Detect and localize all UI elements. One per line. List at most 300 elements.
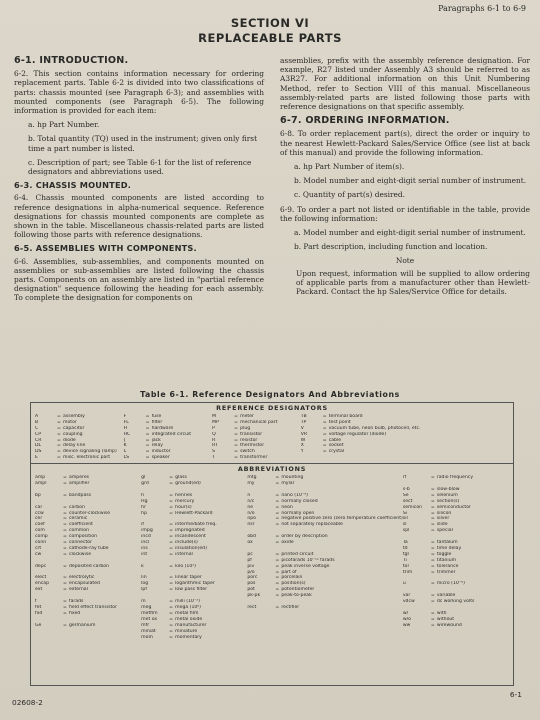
ab-equals: = bbox=[63, 534, 67, 540]
ab-description: deposited carbon bbox=[69, 563, 110, 569]
ab-code: var bbox=[402, 593, 411, 599]
rd-code: V bbox=[300, 425, 304, 431]
ab-equals: = bbox=[275, 540, 280, 546]
ab-equals: = bbox=[275, 581, 280, 587]
rd-description: plug bbox=[240, 425, 251, 431]
ab-description: ceramic bbox=[69, 516, 88, 522]
rd-equals: = bbox=[145, 413, 150, 419]
rd-equals: = bbox=[57, 437, 61, 443]
rd-description: transformer bbox=[240, 455, 268, 461]
ab-code: sl bbox=[402, 522, 407, 528]
ab-equals: = bbox=[169, 634, 174, 640]
item-b: b. Total quantity (TQ) used in the instrument; given only first time a part number is listed. bbox=[28, 134, 258, 153]
ab-equals: = bbox=[169, 575, 174, 581]
left-column bbox=[14, 56, 264, 308]
ab-code: com bbox=[35, 528, 45, 534]
ab-code: log bbox=[141, 581, 149, 587]
rd-code: C bbox=[35, 425, 39, 431]
rd-description: vacuum tube, neon bulb, photocell, etc. bbox=[328, 425, 421, 431]
rd-equals: = bbox=[322, 449, 327, 455]
ab-code: ins bbox=[141, 545, 148, 551]
ab-code: fet bbox=[35, 605, 42, 610]
ab-equals: = bbox=[63, 516, 67, 522]
rd-description: filter bbox=[151, 419, 163, 425]
rd-description: crystal bbox=[328, 449, 345, 455]
item-c: c. Description of part; see Table 6-1 for the list of reference designators and abbreviations used. bbox=[28, 157, 252, 177]
rd-equals: = bbox=[57, 449, 61, 455]
footer-page-number: 6-1 bbox=[509, 690, 522, 699]
rd-code: P bbox=[212, 425, 215, 431]
ab-code: mtg bbox=[247, 475, 257, 481]
rd-equals: = bbox=[322, 437, 327, 443]
ab-description: milli (10⁻³) bbox=[175, 599, 200, 605]
ab-description: tolerance bbox=[436, 563, 459, 569]
ab-equals: = bbox=[63, 510, 67, 516]
ab-equals: = bbox=[169, 480, 174, 486]
rd-code: DL bbox=[35, 443, 42, 449]
ab-description: ground(ed) bbox=[175, 480, 201, 486]
rd-description: meter bbox=[240, 413, 254, 419]
rd-description: speaker bbox=[151, 455, 170, 461]
ab-equals: = bbox=[275, 498, 280, 504]
ab-code: w/ bbox=[402, 610, 409, 616]
ab-code: td bbox=[402, 545, 408, 551]
ab-description: internal bbox=[175, 551, 193, 557]
rd-description: assembly bbox=[63, 413, 85, 419]
ab-code: p/o bbox=[247, 569, 255, 575]
ab-equals: = bbox=[169, 616, 174, 622]
rd-equals: = bbox=[57, 431, 61, 437]
note-text: Upon request, information will be supplied to allow ordering of applicable parts from a manufacturer other than Hewlett-Packard. Contact the hp Sales/Service Office for details. bbox=[296, 268, 530, 297]
ab-equals: = bbox=[275, 534, 280, 540]
rd-equals: = bbox=[145, 431, 150, 437]
ab-column bbox=[247, 475, 403, 640]
rd-entry bbox=[35, 455, 124, 461]
ab-equals: = bbox=[63, 551, 67, 557]
ab-description: low pass filter bbox=[175, 587, 208, 593]
ab-code: conn bbox=[35, 540, 47, 546]
ab-equals: = bbox=[63, 545, 67, 551]
ab-code: incd bbox=[141, 534, 151, 540]
ab-description: kilo (10³) bbox=[175, 563, 196, 569]
rd-code: B bbox=[35, 419, 39, 425]
ab-equals: = bbox=[430, 510, 435, 516]
rd-code: A bbox=[35, 413, 39, 419]
ab-description: bandpass bbox=[69, 492, 92, 498]
ab-description: normally closed bbox=[281, 498, 318, 504]
ab-description: common bbox=[69, 528, 90, 534]
ab-code: grd bbox=[141, 480, 149, 486]
ab-equals: = bbox=[169, 534, 174, 540]
ab-equals: = bbox=[430, 616, 435, 622]
ab-equals: = bbox=[169, 498, 174, 504]
rd-entry bbox=[124, 455, 213, 461]
ab-grid bbox=[31, 475, 513, 640]
ab-code: if bbox=[141, 522, 145, 528]
rd-description: delay line bbox=[63, 443, 86, 449]
ab-code: ext bbox=[35, 587, 43, 593]
ab-description: titanium bbox=[436, 557, 457, 563]
ab-equals: = bbox=[430, 563, 435, 569]
running-head: Paragraphs 6-1 to 6-9 bbox=[438, 4, 526, 13]
rd-equals: = bbox=[57, 455, 61, 461]
rd-code: X bbox=[300, 443, 304, 449]
ab-description: carbon bbox=[69, 504, 85, 510]
ab-code: Ge bbox=[35, 622, 42, 628]
rd-description: capacitor bbox=[63, 425, 85, 431]
rd-equals: = bbox=[322, 425, 327, 431]
ab-equals: = bbox=[63, 587, 67, 593]
ab-description: tantalum bbox=[436, 540, 458, 546]
ab-equals: = bbox=[63, 475, 67, 481]
ab-code: cw bbox=[35, 551, 42, 557]
heading-chassis-mounted: 6-3. CHASSIS MOUNTED. bbox=[14, 180, 132, 191]
ab-equals: = bbox=[430, 593, 435, 599]
ab-description: peak-to-peak bbox=[281, 593, 312, 599]
ab-description: counter-clockwise bbox=[69, 510, 111, 516]
ab-equals: = bbox=[63, 610, 67, 616]
ab-equals: = bbox=[275, 516, 280, 522]
rd-code: F bbox=[123, 413, 127, 419]
ab-equals: = bbox=[63, 540, 67, 546]
table-title: Table 6-1. Reference Designators And Abbreviations bbox=[140, 390, 400, 399]
rd-description: resistor bbox=[240, 437, 258, 443]
ab-description: mounting bbox=[281, 475, 304, 481]
ab-description: momentary bbox=[175, 634, 202, 640]
ab-code: bp bbox=[35, 492, 41, 498]
ab-code: n bbox=[247, 492, 251, 498]
ab-description: connector bbox=[69, 540, 93, 546]
ab-description: picofarads 10⁻¹² farads bbox=[281, 557, 335, 563]
rd-description: diode bbox=[63, 437, 76, 443]
rd-equals: = bbox=[322, 431, 327, 437]
ab-description: silicon bbox=[436, 510, 452, 516]
paragraph-6-6: 6-6. Assemblies, sub-assemblies, and components mounted on assemblies or sub-assemblies are listed following the chassis parts. Components on an assembly are listed in "partial reference designation" sequence following the heading for each assembly. To complete the designation for components on bbox=[14, 256, 264, 303]
ab-column bbox=[403, 475, 509, 640]
ab-code: pc bbox=[247, 551, 253, 557]
ab-description: hour(s) bbox=[175, 504, 192, 510]
ab-equals: = bbox=[430, 569, 435, 575]
rd-equals: = bbox=[57, 443, 61, 449]
ab-code: ampl bbox=[35, 480, 47, 486]
rd-code: HC bbox=[123, 431, 131, 437]
rd-equals: = bbox=[322, 419, 327, 425]
rd-column bbox=[35, 414, 124, 461]
paragraph-6-9: 6-9. To order a part not listed or identifiable in the table, provide the following information: bbox=[280, 204, 530, 223]
ab-code: f bbox=[35, 599, 37, 605]
ab-equals: = bbox=[169, 522, 174, 528]
ab-description: semiconductor bbox=[436, 504, 471, 510]
ab-description: miniature bbox=[175, 628, 198, 634]
ab-code: lin bbox=[141, 575, 147, 581]
rd-description: mechanical part bbox=[240, 419, 278, 425]
heading-introduction: 6-1. INTRODUCTION. bbox=[14, 55, 129, 66]
ab-code: int bbox=[141, 551, 148, 557]
ab-description: order by description bbox=[281, 534, 328, 540]
rd-description: device signaling (lamp) bbox=[63, 449, 117, 455]
ab-code: lpf bbox=[141, 587, 147, 593]
ab-code: n/c bbox=[247, 498, 255, 504]
ab-description: trimmer bbox=[436, 569, 456, 575]
section-title: SECTION VI bbox=[230, 16, 310, 30]
rd-code: J bbox=[123, 437, 125, 443]
ab-equals: = bbox=[169, 540, 174, 546]
ab-description: radio frequency bbox=[436, 475, 474, 481]
ab-code: pos bbox=[247, 581, 256, 587]
rd-code: Q bbox=[212, 431, 216, 437]
rd-code: E bbox=[35, 455, 38, 461]
ab-description: selenium bbox=[436, 492, 458, 498]
ab-equals: = bbox=[275, 557, 280, 563]
ab-code: nsr bbox=[247, 522, 255, 528]
ab-equals: = bbox=[430, 551, 435, 557]
rd-description: motor bbox=[63, 419, 77, 425]
ab-equals: = bbox=[275, 605, 280, 610]
note-heading: Note bbox=[395, 256, 415, 266]
ab-equals: = bbox=[63, 504, 67, 510]
ab-description: clockwise bbox=[69, 551, 92, 557]
rd-equals: = bbox=[234, 425, 238, 431]
ab-code: metflm bbox=[141, 610, 158, 616]
rd-description: thermistor bbox=[240, 443, 265, 449]
ab-code: npo bbox=[247, 516, 256, 522]
ab-equals: = bbox=[169, 599, 174, 605]
ab-description: manufacturer bbox=[175, 622, 207, 628]
ab-equals: = bbox=[275, 593, 280, 599]
ab-equals: = bbox=[430, 540, 435, 546]
ab-code: meg bbox=[141, 605, 152, 610]
ab-equals: = bbox=[63, 599, 67, 605]
rd-equals: = bbox=[234, 455, 238, 461]
order-item-b2: b. Part description, including function and location. bbox=[294, 242, 488, 252]
ab-equals: = bbox=[275, 587, 280, 593]
ab-description: logarithmic taper bbox=[175, 581, 215, 587]
ab-code: hr bbox=[141, 504, 146, 510]
rd-code: DS bbox=[35, 449, 42, 455]
ab-column bbox=[35, 475, 141, 640]
ab-equals: = bbox=[169, 587, 174, 593]
heading-ordering: 6-7. ORDERING INFORMATION. bbox=[280, 115, 450, 127]
ab-description: amplifier bbox=[69, 480, 90, 486]
ab-description: variable bbox=[436, 593, 456, 599]
rd-code: H bbox=[123, 425, 128, 431]
ab-code: encap bbox=[35, 581, 49, 587]
ab-code: u bbox=[402, 581, 406, 587]
ab-equals: = bbox=[169, 563, 174, 569]
ab-entry bbox=[141, 635, 247, 641]
rd-code: TP bbox=[300, 419, 307, 425]
rd-description: test point bbox=[328, 419, 351, 425]
rd-code: S bbox=[212, 449, 216, 455]
ab-description: external bbox=[69, 587, 88, 593]
ab-description: coefficient bbox=[69, 522, 93, 528]
ab-column bbox=[141, 475, 247, 640]
ab-heading: ABBREVIATIONS bbox=[237, 465, 307, 474]
heading-assemblies: 6-5. ASSEMBLIES WITH COMPONENTS. bbox=[14, 243, 197, 254]
rd-equals: = bbox=[322, 443, 327, 449]
rd-description: cable bbox=[328, 437, 342, 443]
paragraph-6-2: 6-2. This section contains information necessary for ordering replacement parts. Table 6-2 is divided into two classifications of parts: chassis mounted (see Paragraph 6-3); and assemblies with mounted components (see Paragraph 6-5). The following information is provided for each item: bbox=[14, 69, 264, 116]
ab-description: metal film bbox=[175, 610, 199, 616]
ab-code: porc bbox=[247, 575, 258, 581]
ab-code: tol bbox=[402, 563, 409, 569]
ab-equals: = bbox=[430, 622, 435, 628]
rd-description: relay bbox=[151, 443, 163, 449]
ab-code: tgl bbox=[402, 551, 409, 557]
ab-code: cer bbox=[35, 516, 43, 522]
ab-description: normally open bbox=[281, 510, 315, 516]
ab-code: ox bbox=[247, 540, 253, 546]
ab-description: electrolytic bbox=[69, 575, 95, 581]
order-item-c: c. Quantity of part(s) desired. bbox=[294, 190, 405, 200]
ab-description: special bbox=[436, 528, 453, 534]
ab-description: encapsulated bbox=[69, 581, 100, 587]
ab-description: rectifier bbox=[281, 605, 300, 610]
ab-description: cathode-ray tube bbox=[69, 545, 109, 551]
ab-code: hp bbox=[141, 510, 147, 516]
ab-code: w/o bbox=[402, 616, 411, 622]
ab-code: ccw bbox=[35, 510, 44, 516]
rd-code: MP bbox=[212, 419, 219, 425]
ab-code: k bbox=[141, 563, 144, 569]
ab-code: impg bbox=[141, 528, 153, 534]
ab-description: linear taper bbox=[175, 575, 202, 581]
ab-code: gl bbox=[141, 475, 146, 481]
ab-code: my bbox=[247, 480, 255, 486]
ab-entry bbox=[35, 623, 141, 629]
ab-description: part of bbox=[281, 569, 297, 575]
rd-equals: = bbox=[145, 455, 150, 461]
ab-equals: = bbox=[275, 504, 280, 510]
ab-code: crt bbox=[35, 545, 42, 551]
ab-equals: = bbox=[275, 480, 280, 486]
ab-code: mfr bbox=[141, 622, 150, 628]
ab-description: mercury bbox=[175, 498, 195, 504]
ab-equals: = bbox=[169, 610, 174, 616]
ab-code: pf bbox=[247, 557, 252, 563]
rd-description: integrated circuit bbox=[151, 431, 192, 437]
rd-description: terminal board bbox=[328, 413, 363, 419]
ab-description: toggle bbox=[436, 551, 452, 557]
ab-description: micro (10⁻⁶) bbox=[436, 581, 465, 587]
ab-equals: = bbox=[63, 605, 67, 610]
ab-code: Si bbox=[402, 510, 408, 516]
rd-equals: = bbox=[145, 443, 150, 449]
rd-equals: = bbox=[234, 437, 238, 443]
ab-equals: = bbox=[169, 545, 174, 551]
ab-description: without bbox=[436, 616, 455, 622]
ab-code: elect bbox=[35, 575, 47, 581]
ab-code: sil bbox=[402, 516, 408, 522]
paragraph-6-6-cont: assemblies, prefix with the assembly reference designation. For example, R27 listed under Assembly A3 should be referred to as A3R27. For additional information on this Unit Numbering Method, refer to Section VIII of this manual. Miscellaneous assembly-related parts are listed following those parts with reference designations on that specific assembly. bbox=[280, 56, 530, 112]
ab-description: silver bbox=[436, 516, 450, 522]
ab-equals: = bbox=[63, 575, 67, 581]
ab-equals: = bbox=[63, 480, 67, 486]
ab-code: Ti bbox=[402, 557, 407, 563]
rd-description: socket bbox=[328, 443, 344, 449]
rd-description: switch bbox=[240, 449, 255, 455]
ab-equals: = bbox=[275, 522, 280, 528]
ab-description: impregnated bbox=[175, 528, 205, 534]
ab-code: Se bbox=[402, 492, 409, 498]
ab-equals: = bbox=[169, 528, 174, 534]
ab-equals: = bbox=[63, 622, 67, 628]
rd-equals: = bbox=[234, 443, 238, 449]
rd-equals: = bbox=[145, 437, 150, 443]
ab-equals: = bbox=[169, 605, 174, 610]
ab-equals: = bbox=[275, 492, 280, 498]
ab-description: slide bbox=[436, 522, 448, 528]
ab-description: farads bbox=[69, 599, 84, 605]
item-a: a. hp Part Number. bbox=[28, 120, 100, 130]
rd-code: T bbox=[212, 455, 215, 461]
ab-equals: = bbox=[275, 551, 280, 557]
ab-equals: = bbox=[430, 581, 435, 587]
rd-equals: = bbox=[145, 425, 150, 431]
rd-equals: = bbox=[57, 419, 61, 425]
footer-part-number: 02608-2 bbox=[12, 698, 43, 707]
rd-code: W bbox=[300, 437, 306, 443]
ab-equals: = bbox=[169, 622, 174, 628]
ab-code: pot bbox=[247, 587, 255, 593]
ab-description: mylar bbox=[281, 480, 295, 486]
rd-code: FL bbox=[123, 419, 129, 425]
ab-code: fxd bbox=[35, 610, 43, 616]
section-subtitle: REPLACEABLE PARTS bbox=[198, 31, 342, 45]
ab-equals: = bbox=[275, 575, 280, 581]
ab-code: m bbox=[141, 599, 146, 605]
ab-equals: = bbox=[430, 557, 435, 563]
ab-equals: = bbox=[430, 504, 435, 510]
ab-code: ne bbox=[247, 504, 254, 510]
ab-equals: = bbox=[430, 545, 435, 551]
rd-grid bbox=[31, 414, 513, 461]
rd-description: transistor bbox=[240, 431, 263, 437]
paragraph-6-4: 6-4. Chassis mounted components are listed according to reference designations in alpha-numerical sequence. Reference designations for chassis mounted components are complete as shown in the table. Miscellaneous chassis-related parts are listed following those parts with reference designations. bbox=[14, 193, 264, 240]
ab-code: depc bbox=[35, 563, 47, 569]
ab-description: fixed bbox=[69, 610, 81, 616]
ab-code: vdcw bbox=[402, 599, 415, 605]
ab-code: h bbox=[141, 492, 145, 498]
ab-code: met ox bbox=[141, 616, 158, 622]
ab-equals: = bbox=[63, 563, 67, 569]
rd-description: jack bbox=[151, 437, 161, 443]
rd-equals: = bbox=[322, 413, 327, 419]
rd-description: misc. electronic part bbox=[63, 455, 111, 461]
rd-description: hardware bbox=[151, 425, 174, 431]
ab-code: ww bbox=[402, 622, 411, 628]
ab-description: peak inverse voltage bbox=[281, 563, 330, 569]
ab-description: composition bbox=[69, 534, 98, 540]
ab-code: rect bbox=[247, 605, 257, 610]
ab-code: miniat bbox=[141, 628, 156, 634]
ab-description: insulation(ed) bbox=[175, 545, 207, 551]
ab-description: metal oxide bbox=[175, 616, 203, 622]
ab-code: mom bbox=[141, 634, 153, 640]
ab-equals: = bbox=[169, 551, 174, 557]
ab-equals: = bbox=[169, 492, 174, 498]
ab-description: section(s) bbox=[436, 498, 460, 504]
rd-code: CP bbox=[35, 431, 41, 437]
rd-code: Y bbox=[300, 449, 304, 455]
rd-code: R bbox=[212, 437, 216, 443]
ab-code: incl bbox=[141, 540, 150, 546]
ab-entry bbox=[247, 605, 403, 611]
ab-code: obd bbox=[247, 534, 256, 540]
ab-description: printed circuit bbox=[281, 551, 314, 557]
ab-description: time delay bbox=[436, 545, 462, 551]
ab-description: neon bbox=[281, 504, 293, 510]
